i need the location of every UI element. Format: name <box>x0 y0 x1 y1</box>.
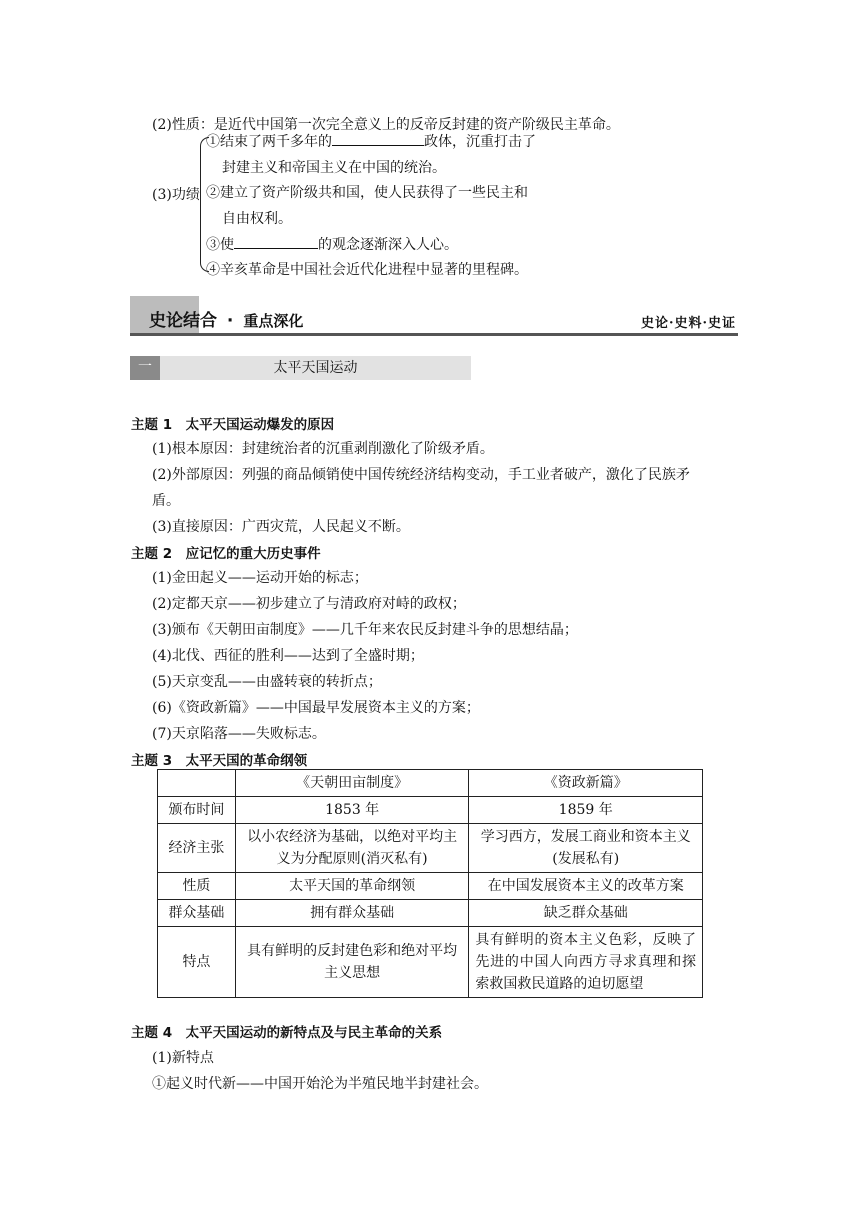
table-cell: 性质 <box>158 873 236 900</box>
banner-subtitle: 重点深化 <box>243 312 304 330</box>
table-cell: 1853 年 <box>235 797 469 824</box>
achievement-3-pre: ③使 <box>206 237 234 253</box>
topic-3-title: 主题 3 太平天国的革命纲领 <box>131 753 308 769</box>
achievements-label: (3)功绩 <box>152 187 200 203</box>
achievement-1-post: 政体，沉重打击了 <box>424 134 536 150</box>
topic-1-line-1: (1)根本原因：封建统治者的沉重剥削激化了阶级矛盾。 <box>152 441 494 457</box>
table-cell: 特点 <box>158 927 236 998</box>
achievement-4: ④辛亥革命是中国社会近代化进程中显著的里程碑。 <box>206 262 528 278</box>
table-cell: 学习西方，发展工商业和资本主义(发展私有) <box>469 824 703 873</box>
achievement-2-cont: 自由权利。 <box>222 211 292 227</box>
table-cell: 在中国发展资本主义的改革方案 <box>469 873 703 900</box>
achievement-1 <box>206 131 536 151</box>
section-title: 太平天国运动 <box>273 360 358 376</box>
table-cell: 具有鲜明的资本主义色彩，反映了先进的中国人向西方寻求真理和探索救国救民道路的迫切愿望 <box>469 927 703 998</box>
fill-blank-2[interactable] <box>234 234 318 249</box>
topic-1-line-2b: 盾。 <box>152 493 180 509</box>
event-item: (3)颁布《天朝田亩制度》——几千年来农民反封建斗争的思想结晶； <box>152 622 578 638</box>
table-row <box>158 927 703 998</box>
event-item: (1)金田起义——运动开始的标志； <box>152 570 368 586</box>
topic-1-title: 主题 1 太平天国运动爆发的原因 <box>131 417 335 433</box>
topic-1-line-2: (2)外部原因：列强的商品倾销使中国传统经济结构变动，手工业者破产，激化了民族矛 <box>152 467 690 483</box>
event-item: (7)天京陷落——失败标志。 <box>152 726 326 742</box>
achievement-3 <box>206 234 458 254</box>
table-cell: 经济主张 <box>158 824 236 873</box>
nature-line: (2)性质：是近代中国第一次完全意义上的反帝反封建的资产阶级民主革命。 <box>152 117 620 133</box>
banner-right-label: 史论·史料·史证 <box>640 316 736 331</box>
program-comparison-table <box>157 769 703 998</box>
table-cell: 具有鲜明的反封建色彩和绝对平均主义思想 <box>235 927 469 998</box>
table-row <box>158 824 703 873</box>
table-cell: 太平天国的革命纲领 <box>235 873 469 900</box>
topic-4-line-2: ①起义时代新——中国开始沦为半殖民地半封建社会。 <box>152 1076 488 1092</box>
table-cell: 《天朝田亩制度》 <box>235 770 469 797</box>
achievement-1-pre: ①结束了两千多年的 <box>206 134 332 150</box>
table-cell: 以小农经济为基础，以绝对平均主义为分配原则(消灭私有) <box>235 824 469 873</box>
achievement-3-post: 的观念逐渐深入人心。 <box>318 237 458 253</box>
banner-title <box>149 306 303 331</box>
table-row <box>158 873 703 900</box>
table-cell: 颁布时间 <box>158 797 236 824</box>
topic-4-title: 主题 4 太平天国运动的新特点及与民主革命的关系 <box>131 1025 443 1041</box>
table-row <box>158 900 703 927</box>
achievement-2: ②建立了资产阶级共和国，使人民获得了一些民主和 <box>206 185 528 201</box>
table-cell <box>158 770 236 797</box>
table-cell: 缺乏群众基础 <box>469 900 703 927</box>
event-item: (5)天京变乱——由盛转衰的转折点； <box>152 674 382 690</box>
event-item: (6)《资政新篇》——中国最早发展资本主义的方案； <box>152 700 480 716</box>
event-item: (4)北伐、西征的胜利——达到了全盛时期； <box>152 648 424 664</box>
topic-2-title: 主题 2 应记忆的重大历史事件 <box>131 546 321 562</box>
event-item: (2)定都天京——初步建立了与清政府对峙的政权； <box>152 596 466 612</box>
table-cell: 拥有群众基础 <box>235 900 469 927</box>
fill-blank-1[interactable] <box>332 131 424 146</box>
banner-dot: · <box>226 311 234 331</box>
banner-rule <box>130 333 738 336</box>
table-cell: 群众基础 <box>158 900 236 927</box>
table-row <box>158 797 703 824</box>
banner-title-main: 史论结合 <box>149 311 217 331</box>
achievement-1-cont: 封建主义和帝国主义在中国的统治。 <box>222 160 446 176</box>
section-number: 一 <box>130 356 160 380</box>
topic-1-line-3: (3)直接原因：广西灾荒，人民起义不断。 <box>152 519 410 535</box>
table-cell: 1859 年 <box>469 797 703 824</box>
topic-4-line-1: (1)新特点 <box>152 1050 214 1066</box>
table-header-row <box>158 770 703 797</box>
table-cell: 《资政新篇》 <box>469 770 703 797</box>
